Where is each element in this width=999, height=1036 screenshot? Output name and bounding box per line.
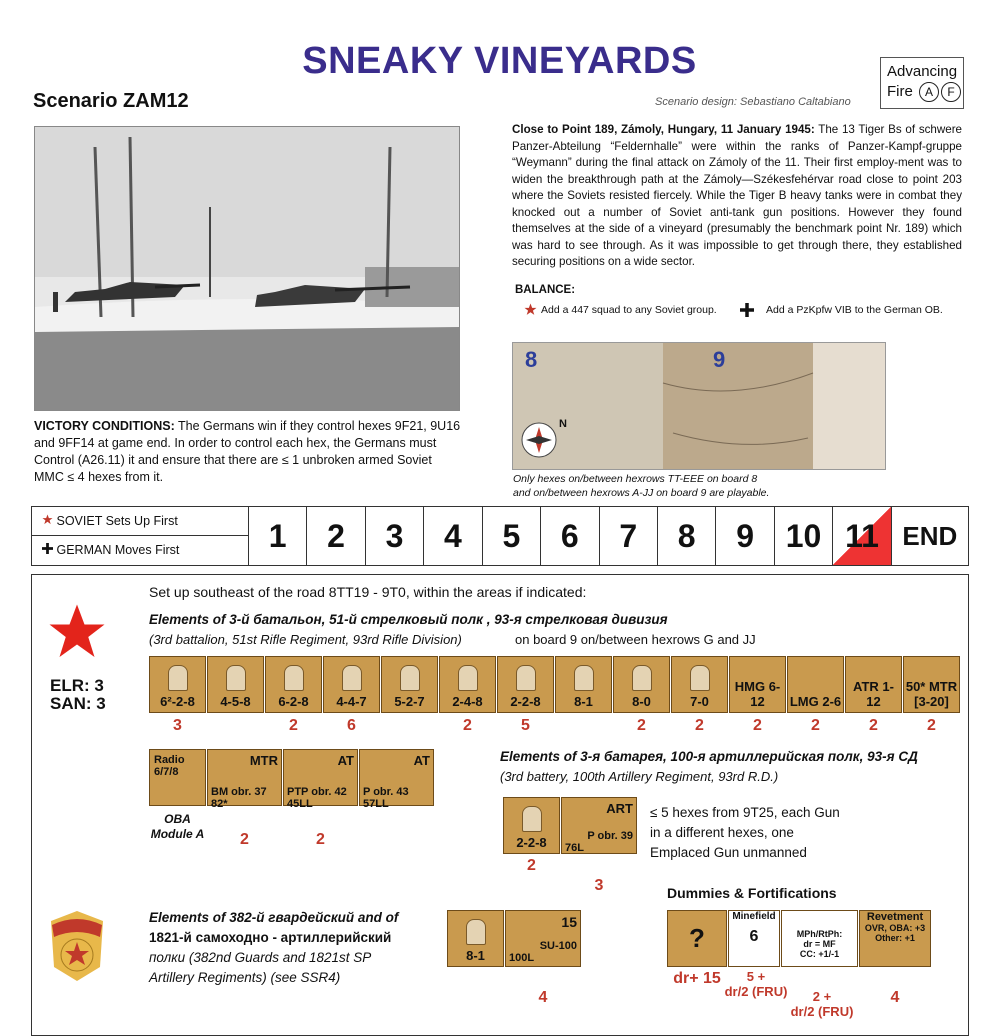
count-mtr-82: 2 xyxy=(240,831,249,848)
logo-a: A xyxy=(919,82,939,102)
turn-4: 4 xyxy=(424,507,482,565)
counter-at-57: AT P obr. 43 57LL xyxy=(359,749,434,806)
group1-sub: (3rd battalion, 51st Rifle Regiment, 93rd Rifle Division) xyxy=(149,632,462,647)
cost-dummy: dr+ 15 xyxy=(673,970,721,987)
north-label: N xyxy=(559,418,567,430)
map-note: Only hexes on/between hexrows TT-EEE on board 8 and on/between hexrows A-JJ on board 9 are playable. xyxy=(513,473,770,499)
count-hmg: 2 xyxy=(753,717,762,734)
turn-1: 1 xyxy=(249,507,307,565)
turn-8: 8 xyxy=(658,507,716,565)
count-228: 5 xyxy=(521,717,530,734)
group3-placement: ≤ 5 hexes from 9T25, each Gun in a different hexes, one Emplaced Gun unmanned xyxy=(650,805,840,860)
count-80: 2 xyxy=(637,717,646,734)
victory-conditions: VICTORY CONDITIONS: The Germans win if they control hexes 9F21, 9U16 and 9FF14 at game end. In order to control each hex, the Germans must Control (A26.11) it and ensure that there are ≤ 1 unbroken armed Soviet MMC ≤ 4 hexes from it. xyxy=(34,419,461,484)
counter-at-45: AT PTP obr. 42 45LL xyxy=(283,749,358,806)
counter-su100: 15 SU-100 100L xyxy=(505,910,581,967)
count-447: 6 xyxy=(347,717,356,734)
count-su100: 4 xyxy=(538,989,548,1006)
star-icon xyxy=(42,514,53,525)
count-248: 2 xyxy=(463,717,472,734)
count-228-crew: 2 xyxy=(527,857,536,874)
counter-458: 4-5-8 xyxy=(207,656,264,713)
elr: ELR: 3 xyxy=(50,676,104,695)
cost-wire: 2 + dr/2 (FRU) xyxy=(790,989,854,1019)
logo-line2: Fire A F xyxy=(887,82,963,102)
advancing-fire-logo xyxy=(880,57,964,109)
turn-end: END xyxy=(902,521,958,551)
balance-german: Add a PzKpfw VIB to the German OB. xyxy=(766,304,943,316)
counter-628: 6-2-8 xyxy=(265,656,322,713)
counter-248: 2-4-8 xyxy=(439,656,496,713)
count-at-45: 2 xyxy=(316,831,325,848)
counter-dummy: ? xyxy=(667,910,727,967)
leader-81-sp: 8-1 xyxy=(447,910,504,967)
oba-module: OBA Module A xyxy=(150,812,205,841)
count-art-76: 3 xyxy=(594,877,604,894)
group3-sub: (3rd battery, 100th Artillery Regiment, 93rd R.D.) xyxy=(500,769,779,784)
soviet-star-icon xyxy=(46,602,108,667)
weapon-lmg: LMG 2-6 xyxy=(787,656,844,713)
leader-70: 7-0 xyxy=(671,656,728,713)
turn-11: 11 xyxy=(833,507,891,565)
scenario-title: SNEAKY VINEYARDS xyxy=(302,40,697,82)
turn-10: 10 xyxy=(775,507,833,565)
scenario-id: Scenario ZAM12 xyxy=(33,90,189,112)
counter-art-76: ART P obr. 39 76L xyxy=(561,797,637,854)
cross-icon xyxy=(42,543,53,554)
dummies-title: Dummies & Fortifications xyxy=(667,885,837,901)
cost-minefield: 5 + dr/2 (FRU) xyxy=(724,969,788,999)
cost-revetment: 4 xyxy=(890,989,900,1006)
guards-badge-icon xyxy=(46,909,108,988)
historical-intro: Close to Point 189, Zámoly, Hungary, 11 January 1945: The 13 Tiger Bs of schwere Panzer-Abteilung “Feldernhalle” were within the ranks of Panzer-Kampf-gruppe “Weymann” during the final attack on Zámoly of the 11. Their first employ-ment was to widen the breakthrough path at the Zámoly—Székesfehérvar road close to point 203 where the Soviets resisted fiercely. While the Tiger B heavy tanks were in combat they knocked out a number of Soviet anti-tank gun positions. However they found themselves at the side of a vineyard (presumably the benchmark point Nr. 189) which was hard to see through. As it was impossible to get through there, they established securing positions on a wide sector. xyxy=(512,123,963,268)
turn-2: 2 xyxy=(307,507,365,565)
group1-title: Elements of 3-й батальон, 51-й стрелковый полк , 93-я стрелковая дивизия xyxy=(149,612,668,627)
soviet-order-of-battle xyxy=(31,574,969,1036)
turn-record-track xyxy=(31,506,969,566)
counter-447: 4-4-7 xyxy=(323,656,380,713)
leader-81: 8-1 xyxy=(555,656,612,713)
count-628e: 3 xyxy=(173,717,182,734)
counter-527: 5-2-7 xyxy=(381,656,438,713)
turn-sides xyxy=(32,507,249,565)
counter-228: 2-2-8 xyxy=(497,656,554,713)
map-boards xyxy=(512,342,886,470)
group3-title: Elements of 3-я батарея, 100-я артиллерийская полк, 93-я СД xyxy=(500,749,918,764)
counter-wire: MPh/RtPh: dr = MF CC: +1/-1 xyxy=(781,910,858,967)
scenario-designer: Scenario design: Sebastiano Caltabiano xyxy=(655,96,851,108)
soviet-setup-first: SOVIET Sets Up First xyxy=(32,507,248,536)
count-628: 2 xyxy=(289,717,298,734)
turn-5: 5 xyxy=(483,507,541,565)
soviet-star-icon xyxy=(524,303,537,320)
group1-location: on board 9 on/between hexrows G and JJ xyxy=(515,632,756,647)
count-atr: 2 xyxy=(869,717,878,734)
turn-3: 3 xyxy=(366,507,424,565)
turn-6: 6 xyxy=(541,507,599,565)
weapon-atr: ATR 1-12 xyxy=(845,656,902,713)
count-lmg: 2 xyxy=(811,717,820,734)
counter-628-elite: 6²-2-8 xyxy=(149,656,206,713)
count-70: 2 xyxy=(695,717,704,734)
san: SAN: 3 xyxy=(50,694,106,713)
count-mtr: 2 xyxy=(927,717,936,734)
counter-228-crew: 2-2-8 xyxy=(503,797,560,854)
counter-mtr-82: MTR BM obr. 37 82* xyxy=(207,749,282,806)
counter-minefield: Minefield 6 xyxy=(728,910,780,967)
group4-title: Elements of 382-й гвардейский and of 1821-й самоходно - артиллерийский полки (382nd Guards and 1821st SP Artillery Regiments) (see SSR4) xyxy=(149,910,399,985)
setup-instructions: Set up southeast of the road 8TT19 - 9T0, within the areas if indicated: xyxy=(149,584,587,600)
historical-photo xyxy=(34,126,460,411)
balance-soviet: Add a 447 squad to any Soviet group. xyxy=(541,304,717,316)
weapon-mtr: 50* MTR [3-20] xyxy=(903,656,960,713)
board-9-label: 9 xyxy=(713,347,726,372)
counter-revetment: Revetment OVR, OBA: +3 Other: +1 xyxy=(859,910,931,967)
turn-9: 9 xyxy=(716,507,774,565)
leader-80: 8-0 xyxy=(613,656,670,713)
weapon-hmg: HMG 6-12 xyxy=(729,656,786,713)
german-cross-icon xyxy=(740,303,754,321)
board-8-label: 8 xyxy=(525,347,538,372)
german-moves-first: GERMAN Moves First xyxy=(32,536,248,564)
balance-label: BALANCE: xyxy=(515,284,576,296)
logo-f: F xyxy=(941,82,961,102)
counter-radio: Radio 6/7/8 xyxy=(149,749,206,806)
logo-line1: Advancing xyxy=(887,63,958,80)
turn-7: 7 xyxy=(600,507,658,565)
